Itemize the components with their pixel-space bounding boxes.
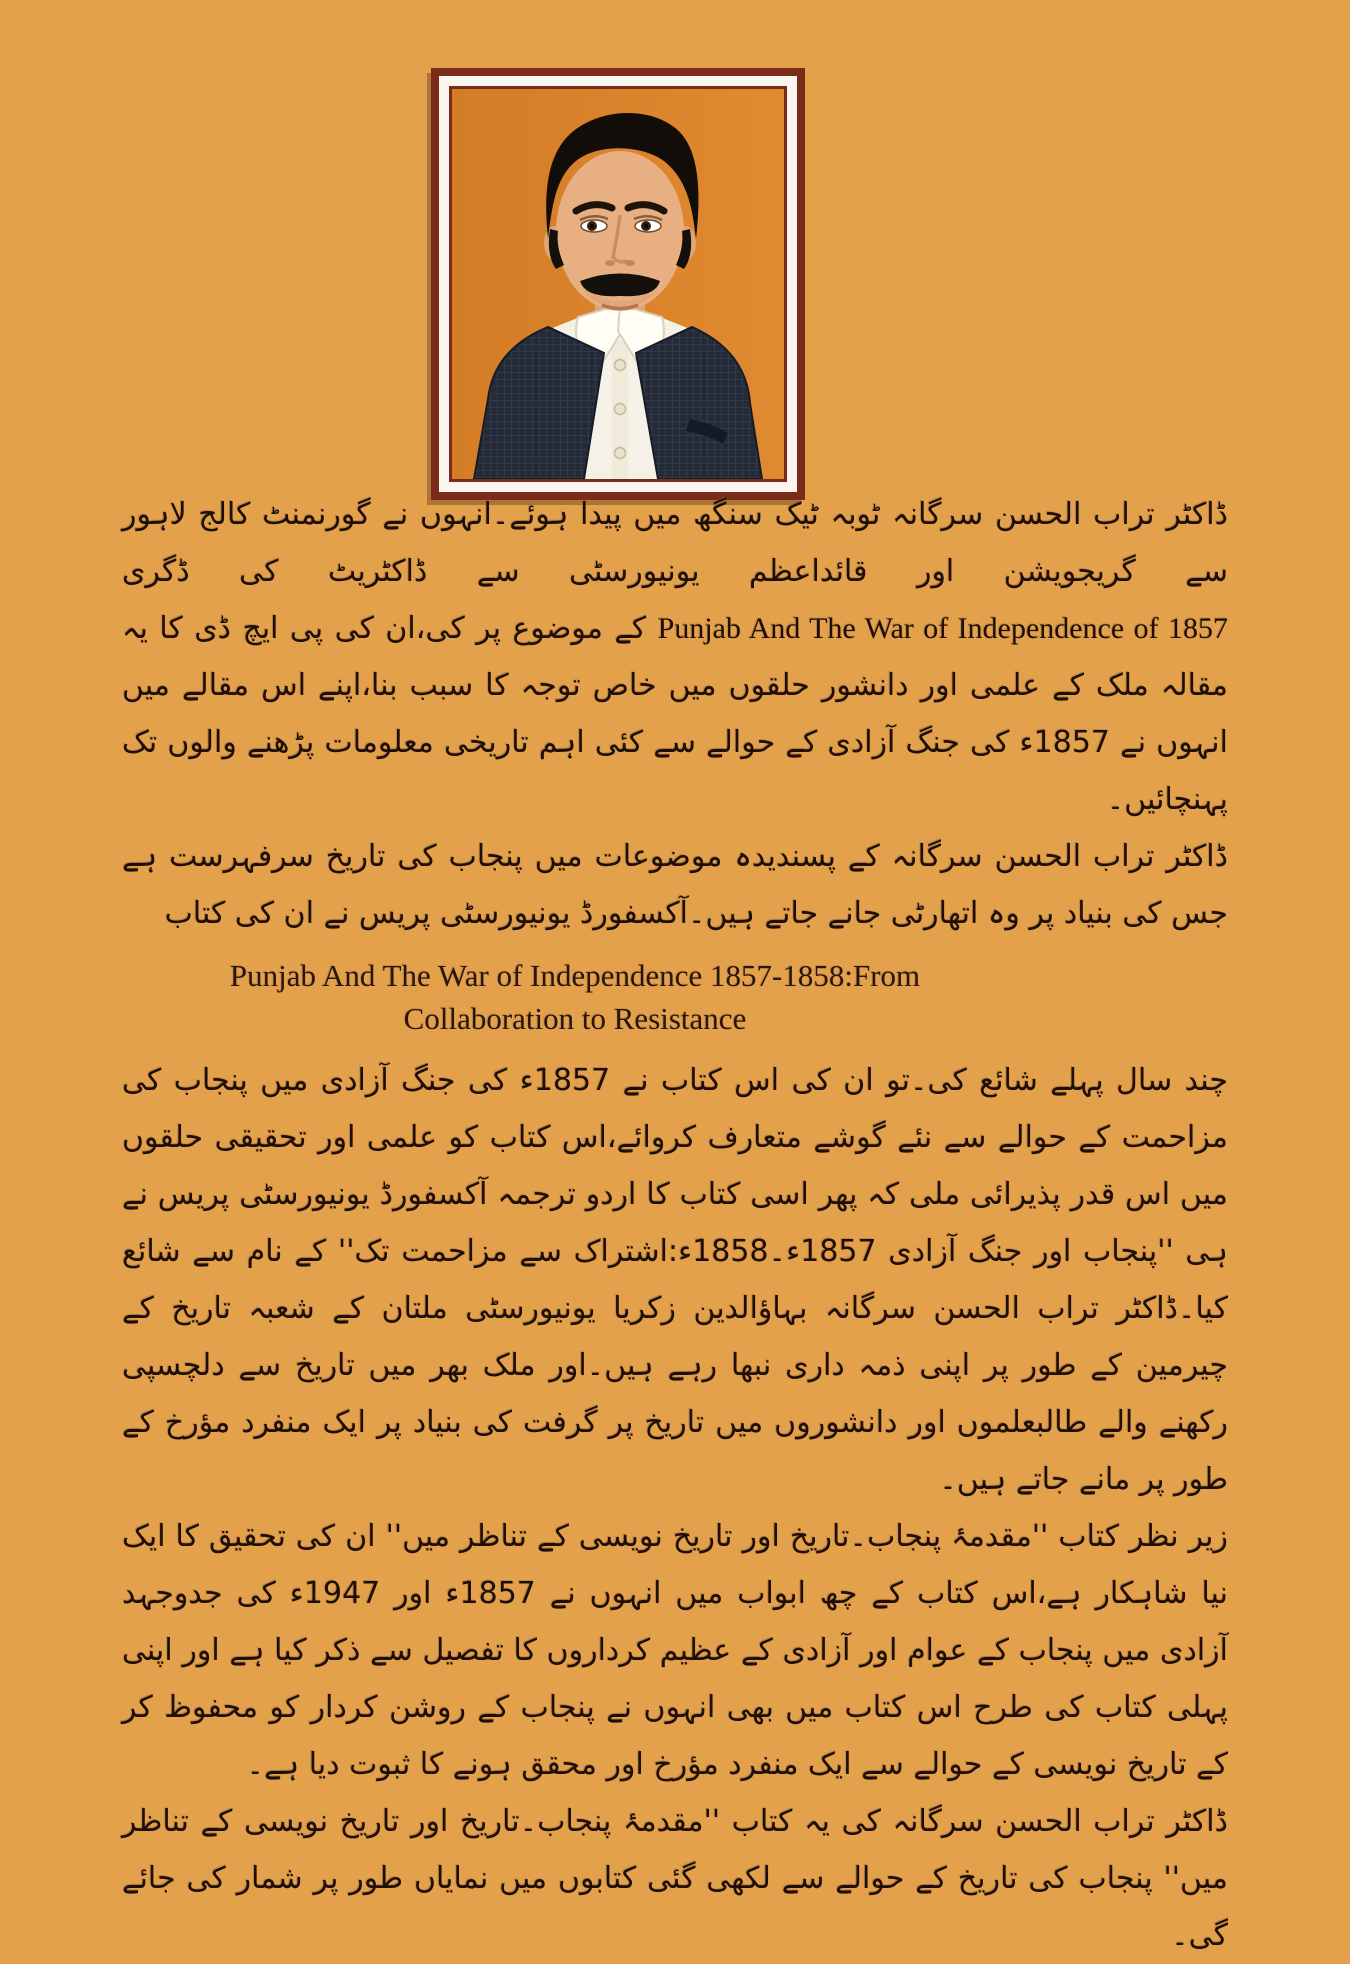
bio-text-block [122, 486, 1228, 1964]
bio-paragraph-5: ڈاکٹر تراب الحسن سرگانہ کی یہ کتاب ''مقدمۂ پنجاب۔تاریخ اور تاریخ نویسی کے تناظر میں'' پنجاب کی تاریخ کے حوالے سے لکھی گئی کتابوں میں نمایاں طور پر شمار کی جائے گی۔ [122, 1804, 1228, 1953]
inline-english-thesis-title: Punjab And The War of Independence of 1857 [657, 612, 1228, 645]
photo-inner-border [449, 86, 787, 482]
book-title-heading [180, 954, 970, 1040]
bio-paragraph-3: چند سال پہلے شائع کی۔تو ان کی اس کتاب نے 1857ء کی جنگ آزادی میں پنجاب کی مزاحمت کے حوالے سے نئے گوشے متعارف کروائے،اس کتاب کو علمی اور تحقیقی حلقوں میں اس قدر پذیرائی ملی کہ پھر اسی کتاب کا اردو ترجمہ آکسفورڈ یونیورسٹی پریس نے ہی ''پنجاب اور جنگ آزادی 1857ء۔1858ء:اشتراک سے مزاحمت تک'' کے نام سے شائع کیا۔ڈاکٹر تراب الحسن سرگانہ بہاؤالدین زکریا یونیورسٹی ملتان کے شعبہ تاریخ کے چیرمین کے طور پر اپنی ذمہ داری نبھا رہے ہیں۔اور ملک بھر میں تاریخ سے دلچسپی رکھنے والے طالبعلموں اور دانشوروں میں تاریخ پر گرفت کی بنیاد پر ایک منفرد مؤرخ کے طور پر مانے جاتے ہیں۔ [122, 1063, 1229, 1497]
author-portrait [452, 89, 784, 479]
book-title-line-1: Punjab And The War of Independence 1857-1858:From [229, 958, 921, 993]
photo-mat [439, 76, 797, 492]
author-photo-frame [431, 68, 805, 500]
bio-paragraph-1-urdu-after: کے موضوع پر کی،ان کی پی ایچ ڈی کا یہ مقالہ ملک کے علمی اور دانشور حلقوں میں خاص توجہ کا سبب بنا،اپنے اس مقالے میں انہوں نے 1857ء کی جنگ آزادی کے حوالے سے کئی اہم تاریخی معلومات پڑھنے والوں تک پہنچائیں۔ [122, 611, 1228, 817]
book-title-line-2: Collaboration to Resistance [403, 1001, 747, 1036]
bio-paragraph-4: زیر نظر کتاب ''مقدمۂ پنجاب۔تاریخ اور تاریخ نویسی کے تناظر میں'' ان کی تحقیق کا ایک نیا شاہکار ہے،اس کتاب کے چھ ابواب میں انہوں نے 1857ء اور 1947ء کی جدوجہد آزادی میں پنجاب کے عوام اور آزادی کے عظیم کرداروں کا تفصیل سے ذکر کیا ہے اور اپنی پہلی کتاب کی طرح اس کتاب میں بھی انہوں نے پنجاب کے روشن کردار کو محفوظ کر کے تاریخ نویسی کے حوالے سے ایک منفرد مؤرخ اور محقق ہونے کا ثبوت دیا ہے۔ [122, 1519, 1228, 1782]
bio-paragraph-1-urdu-before: ڈاکٹر تراب الحسن سرگانہ ٹوبہ ٹیک سنگھ میں پیدا ہوئے۔انہوں نے گورنمنٹ کالج لاہور سے گریجویشن اور قائداعظم یونیورسٹی سے ڈاکٹریٹ کی ڈگری [122, 497, 1228, 589]
bio-paragraph-2: ڈاکٹر تراب الحسن سرگانہ کے پسندیدہ موضوعات میں پنجاب کی تاریخ سرفہرست ہے جس کی بنیاد پر وہ اتھارٹی جانے جاتے ہیں۔آکسفورڈ یونیورسٹی پریس نے ان کی کتاب [122, 839, 1228, 931]
bio-paragraph-1 [122, 486, 1228, 828]
